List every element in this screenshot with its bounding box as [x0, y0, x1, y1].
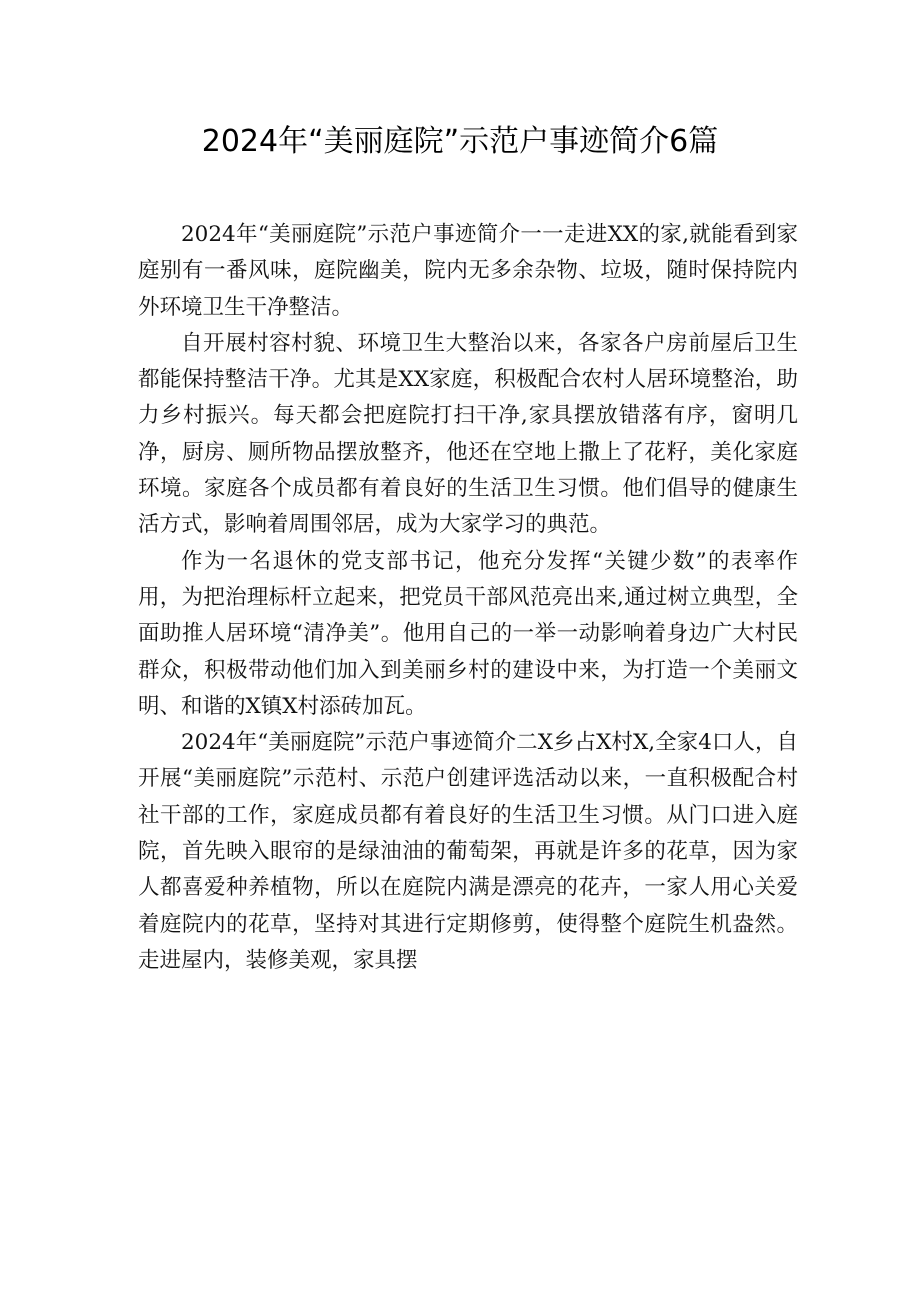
paragraph: 2024年“美丽庭院”示范户事迹简介二X乡占X村X,全家4口人，自开展“美丽庭院”示范村、示范户创建评选活动以来，一直积极配合村社干部的工作，家庭成员都有着良好的生活卫生习惯。从门口进入庭院，首先映入眼帘的是绿油油的葡萄架，再就是许多的花草，因为家人都喜爱种养植物，所以在庭院内满是漂亮的花卉，一家人用心关爱着庭院内的花草，坚持对其进行定期修剪，使得整个庭院生机盎然。走进屋内，装修美观，家具摆	[138, 730, 798, 973]
document-title: 2024年“美丽庭院”示范户事迹简介6篇	[201, 124, 719, 159]
paragraph: 作为一名退休的党支部书记，他充分发挥“关键少数”的表率作用，为把治理标杆立起来，把党员干部风范亮出来,通过树立典型，全面助推人居环境“清净美”。他用自己的一举一动影响着身边广大村民群众，积极带动他们加入到美丽乡村的建设中来，为打造一个美丽文明、和谐的X镇X村添砖加瓦。	[138, 548, 798, 719]
paragraph: 自开展村容村貌、环境卫生大整治以来，各家各户房前屋后卫生都能保持整洁干净。尤其是XX家庭，积极配合农村人居环境整治，助力乡村振兴。每天都会把庭院打扫干净,家具摆放错落有序，窗明几净，厨房、厕所物品摆放整齐，他还在空地上撒上了花籽，美化家庭环境。家庭各个成员都有着良好的生活卫生习惯。他们倡导的健康生活方式，影响着周围邻居，成为大家学习的典范。	[138, 330, 798, 538]
paragraph: 2024年“美丽庭院”示范户事迹简介一一走进XX的家,就能看到家庭别有一番风味，庭院幽美，院内无多余杂物、垃圾，随时保持院内外环境卫生干净整洁。	[138, 222, 798, 320]
document-body	[138, 217, 798, 979]
